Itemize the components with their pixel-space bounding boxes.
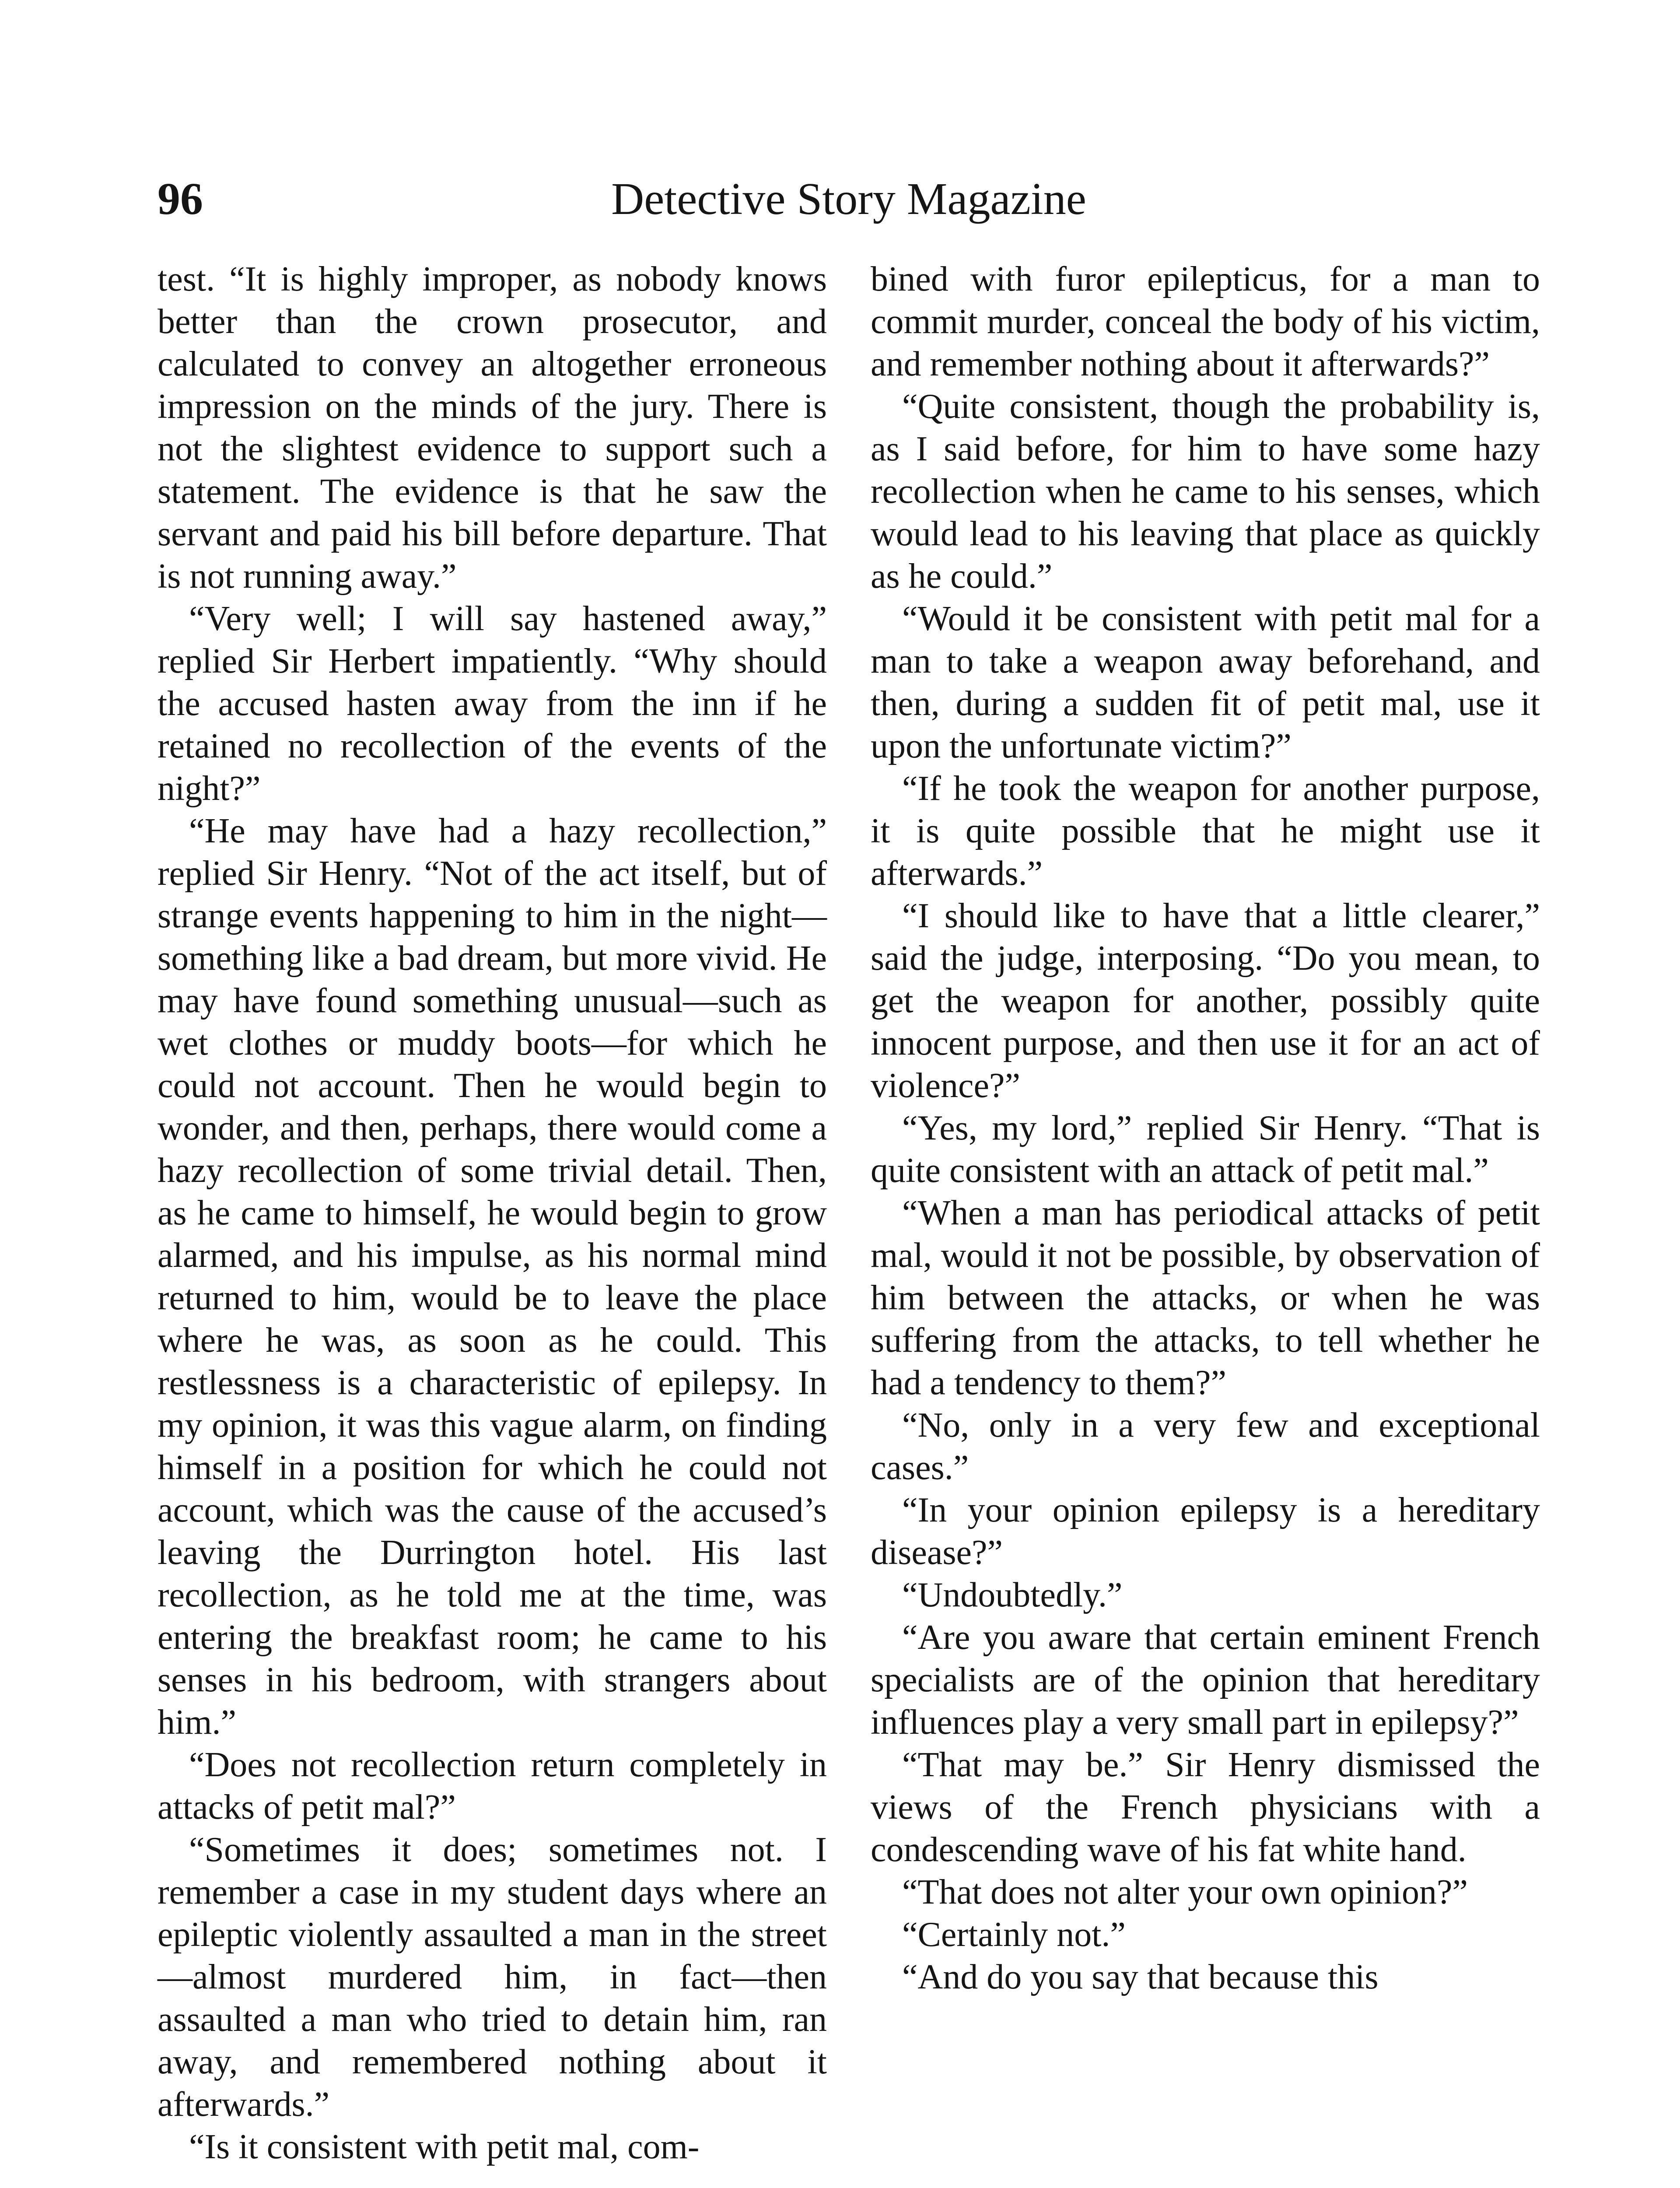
paragraph: “Undoubtedly.” (902, 1576, 1123, 1614)
paragraph: “He may have had a hazy recollection,” replied Sir Henry. “Not of the act itself, but of strange events happening to him in the night—something like a bad dream, but more vivid. He may have found something unusual—such as wet clothes or muddy boots—for which he could not account. Then he would begin to wonder, and then, perhaps, there would come a hazy recollection of some trivial detail. Then, as he came to himself, he would begin to grow alarmed, and his impulse, as his normal mind returned to him, would be to leave the place where he was, as soon as he could. This restlessness is a characteristic of epilepsy. In my opinion, it was this vague alarm, on finding himself in a position for which he could not account, which was the cause of the accused’s leaving the Durrington hotel. His last recollection, as he told me at the time, was entering the breakfast room; he came to his senses in his bedroom, with strangers about him.” (158, 812, 827, 1742)
paragraph: “If he took the weapon for another purpose, it is quite possible that he might use it afterwards.” (871, 769, 1540, 893)
paragraph: “Yes, my lord,” replied Sir Henry. “That is quite consistent with an attack of petit mal.” (871, 1109, 1540, 1190)
paragraph: “Quite consistent, though the probability is, as I said before, for him to have some hazy recollection when he came to his senses, which would lead to his leaving that place as quickly as he could.” (871, 387, 1540, 596)
paragraph: “Does not recollection return completely in attacks of petit mal?” (158, 1746, 827, 1827)
left-column (158, 258, 827, 2168)
paragraph: test. “It is highly improper, as nobody knows better than the crown prosecutor, and calculated to convey an altogether erroneous impression on the minds of the jury. There is not the slightest evidence to support such a statement. The evidence is that he saw the servant and paid his bill before departure. That is not running away.” (158, 260, 827, 596)
paragraph: “Very well; I will say hastened away,” replied Sir Herbert impatiently. “Why should the accused hasten away from the inn if he retained no recollection of the events of the night?” (158, 600, 827, 808)
paragraph: “Would it be consistent with petit mal for a man to take a weapon away beforehand, and then, during a sudden fit of petit mal, use it upon the unfortunate victim?” (871, 600, 1540, 765)
paragraph: “That does not alter your own opinion?” (902, 1873, 1468, 1911)
paragraph: “No, only in a very few and exceptional cases.” (871, 1406, 1540, 1487)
paragraph: “And do you say that because this (902, 1958, 1379, 1996)
paragraph: “Is it consistent with petit mal, com- (189, 2128, 700, 2166)
paragraph: “That may be.” Sir Henry dismissed the views of the French physicians with a condescending wave of his fat white hand. (871, 1746, 1540, 1869)
paragraph: “I should like to have that a little clearer,” said the judge, interposing. “Do you mean, to get the weapon for another, possibly quite innocent purpose, and then use it for an act of violence?” (871, 897, 1540, 1105)
paragraph: bined with furor epilepticus, for a man to commit murder, conceal the body of his victim, and remember nothing about it afterwards?” (871, 260, 1540, 383)
right-column (871, 258, 1540, 1999)
page-header (158, 168, 1540, 230)
paragraph: “Sometimes it does; sometimes not. I remember a case in my student days where an epileptic violently assaulted a man in the street—almost murdered him, in fact—then assaulted a man who tried to detain him, ran away, and remembered nothing about it afterwards.” (158, 1830, 827, 2124)
paragraph: “In your opinion epilepsy is a hereditary disease?” (871, 1491, 1540, 1572)
paragraph: “Certainly not.” (902, 1915, 1126, 1954)
running-title: Detective Story Magazine (611, 174, 1086, 224)
paragraph: “When a man has periodical attacks of petit mal, would it not be possible, by observation of him between the attacks, or when he was suffering from the attacks, to tell whether he had a tendency to them?” (871, 1194, 1540, 1402)
paragraph: “Are you aware that certain eminent French specialists are of the opinion that hereditary influences play a very small part in epilepsy?” (871, 1618, 1540, 1742)
page-number: 96 (158, 174, 203, 224)
